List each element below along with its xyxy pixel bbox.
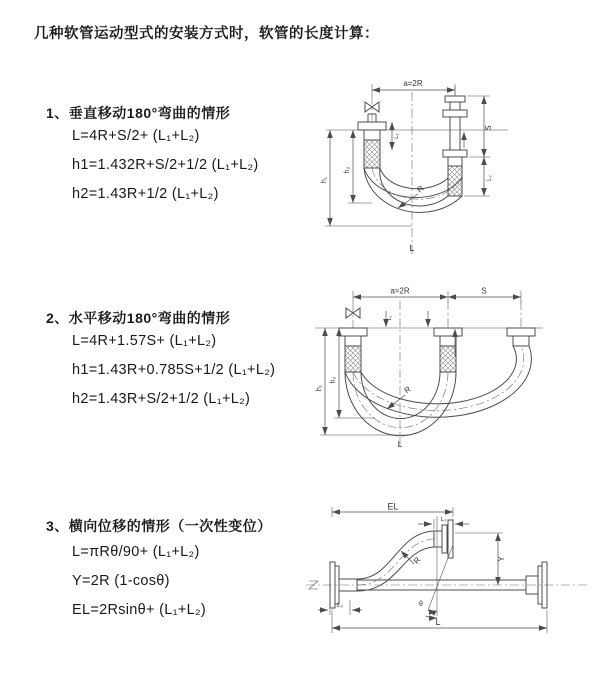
formula-line: L=4R+1.57S+ (L₁+L₂) — [72, 333, 217, 349]
dim-label-l1: L₁ — [394, 133, 400, 139]
diagram-vertical-180-bend — [312, 72, 597, 257]
dim-label-l: L — [435, 617, 441, 627]
dim-label-r: R — [415, 183, 426, 195]
hose-loop-far — [345, 346, 531, 417]
hose-centerline — [357, 539, 434, 585]
angle-label-theta: θ — [419, 601, 423, 608]
dim-label-l1: L₁ — [440, 517, 447, 523]
dim-label-l: L — [397, 440, 403, 449]
left-flange-assembly — [358, 122, 386, 168]
section-2-heading: 2、水平移动180°弯曲的情形 — [46, 310, 231, 326]
dim-label-h2: h₂ — [330, 376, 337, 384]
hose-loop — [364, 168, 462, 212]
section-3-formulas — [72, 538, 206, 625]
dim-label-l1: L₁ — [387, 315, 393, 321]
formula-line: h1=1.432R+S/2+1/2 (L₁+L₂) — [72, 157, 259, 173]
formula-line: L=πRθ/90+ (L₁+L₂) — [72, 544, 200, 560]
dim-label-l2: L₂ — [487, 175, 493, 181]
section-1-formulas — [72, 122, 259, 209]
dim-label-h2: h₂ — [344, 166, 351, 174]
dim-label-a2r: a=2R — [390, 286, 410, 296]
dim-label-r: R — [402, 384, 413, 396]
page-title: 几种软管运动型式的安装方式时，软管的长度计算： — [34, 26, 379, 42]
formula-line: EL=2Rsinθ+ (L₁+L₂) — [72, 602, 207, 618]
dim-label-y: Y — [497, 556, 506, 562]
dim-label-el: EL — [387, 501, 399, 512]
left-flange-assembly — [339, 328, 367, 372]
formula-line: h2=1.43R+1/2 (L₁+L₂) — [72, 186, 219, 202]
dim-label-h1: h₁ — [316, 384, 323, 392]
formula-line: h1=1.43R+0.785S+1/2 (L₁+L₂) — [72, 362, 276, 378]
section-3-heading: 3、横向位移的情形（一次性变位） — [46, 518, 272, 534]
right-flange-assembly — [507, 328, 535, 346]
section-1-heading: 1、垂直移动180°弯曲的情形 — [46, 105, 231, 121]
dim-label-s: S — [481, 286, 487, 296]
section-2-formulas — [72, 327, 275, 414]
formula-line: h2=1.43R+S/2+1/2 (L₁+L₂) — [72, 391, 251, 407]
right-flange-assembly — [443, 96, 467, 196]
formula-line: Y=2R (1-cosθ) — [72, 573, 170, 589]
dim-label-l: L — [409, 243, 415, 253]
dim-label-a2r: a=2R — [403, 79, 423, 88]
dim-label-h1: h₁ — [321, 176, 328, 184]
hose-centerline — [372, 168, 455, 199]
middle-flange-assembly — [434, 328, 462, 372]
dim-label-r: R — [411, 555, 423, 566]
diagram-horizontal-180-bend — [303, 283, 597, 453]
dim-label-l2: L₂ — [337, 603, 343, 609]
formula-line: L=4R+S/2+ (L₁+L₂) — [72, 128, 200, 144]
angle-diagonal-line — [428, 545, 453, 610]
dim-label-s: S — [484, 125, 493, 131]
diagram-lateral-displacement — [298, 500, 598, 642]
